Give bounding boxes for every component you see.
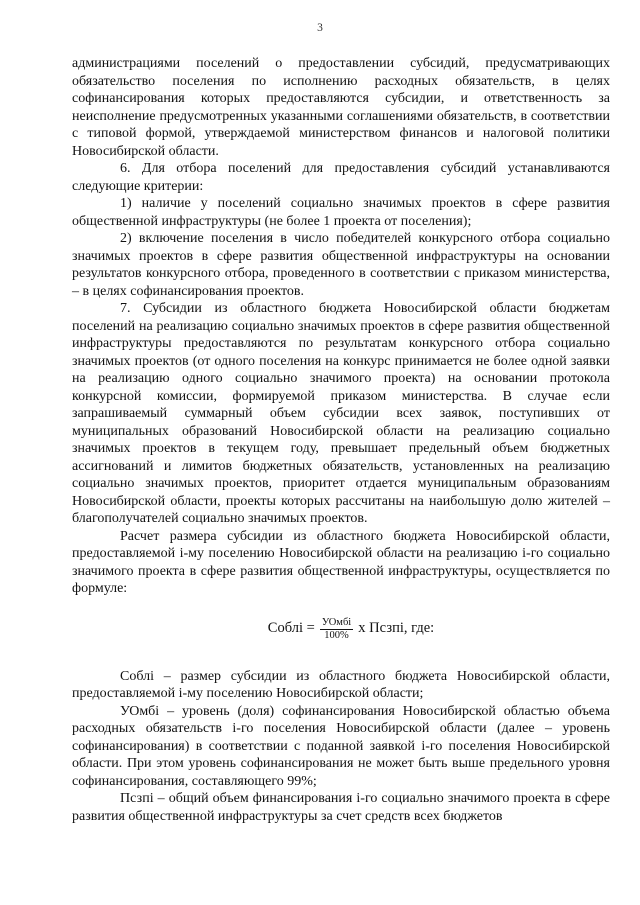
paragraph-calculation-intro: Расчет размера субсидии из областного бюджета Новосибирской области, предоставляемой i-му поселению Новосибирской области на реализацию i-го социально значимого проекта в сфере развития общественной инфраструктуры, осуществляется по формуле:	[72, 528, 610, 596]
document-body	[72, 55, 610, 825]
formula-lhs: Соблi =	[267, 620, 315, 637]
paragraph-item-6: 6. Для отбора поселений для предоставления субсидий устанавливаются следующие критерии:	[72, 161, 610, 194]
definition-uomb: УОмбi – уровень (доля) софинансирования Новосибирской областью объема расходных обязательств i-го поселения Новосибирской области (далее – уровень софинансирования) в соответствии с поданной заявкой i-го поселения Новосибирской области. При этом уровень софинансирования не может быть выше предельного уровня софинансирования, составляющего 99%;	[72, 703, 610, 789]
formula-fraction	[320, 617, 353, 642]
formula-denominator: 100%	[324, 629, 349, 641]
paragraph-criterion-1: 1) наличие у поселений социально значимых проектов в сфере развития общественной инфраструктуры (не более 1 проекта от поселения);	[72, 196, 610, 229]
definition-pszp: Псзпi – общий объем финансирования i-го социально значимого проекта в сфере развития общественной инфраструктуры за счет средств всех бюджетов	[72, 791, 610, 824]
definition-sobl: Соблi – размер субсидии из областного бюджета Новосибирской области, предоставляемой i-му поселению Новосибирской области;	[72, 668, 610, 701]
paragraph-continuation: администрациями поселений о предоставлении субсидий, предусматривающих обязательство поселения по исполнению расходных обязательств, в целях софинансирования которых предоставляются субсидии, и ответственность за неисполнение предусмотренных указанными соглашениями обязательств, в соответствии с типовой формой, утверждаемой министерством финансов и налоговой политики Новосибирской области.	[72, 56, 610, 159]
formula-numerator: УОмбi	[321, 616, 352, 628]
formula-rhs: х Псзпi, где:	[358, 620, 435, 637]
paragraph-item-7: 7. Субсидии из областного бюджета Новосибирской области бюджетам поселений на реализацию социально значимых проектов в сфере развития общественной инфраструктуры предоставляются по результатам конкурсного отбора социально значимых проектов (от одного поселения на конкурс принимается не более одной заявки на реализацию одного социально значимого проекта) на основании протокола конкурсной комиссии, формируемой приказом министерства. В случае если запрашиваемый суммарный объем субсидии всех заявок, поступивших от муниципальных образований Новосибирской области на реализацию социально значимых проектов в текущем году, превышает предельный объем бюджетных ассигнований и лимитов бюджетных обязательств, установленных на реализацию социально значимых проектов, приоритет отдается муниципальным образованиям Новосибирской области, проекты которых рассчитаны на наибольшую долю жителей – благополучателей социально значимых проектов.	[72, 301, 610, 526]
paragraph-criterion-2: 2) включение поселения в число победителей конкурсного отбора социально значимых проектов в сфере развития общественной инфраструктуры на основании результатов конкурсного отбора, проведенного в соответствии с приказом министерства, – в целях софинансирования проектов.	[72, 231, 610, 299]
page-number: 3	[317, 22, 323, 34]
subsidy-formula	[72, 617, 610, 642]
